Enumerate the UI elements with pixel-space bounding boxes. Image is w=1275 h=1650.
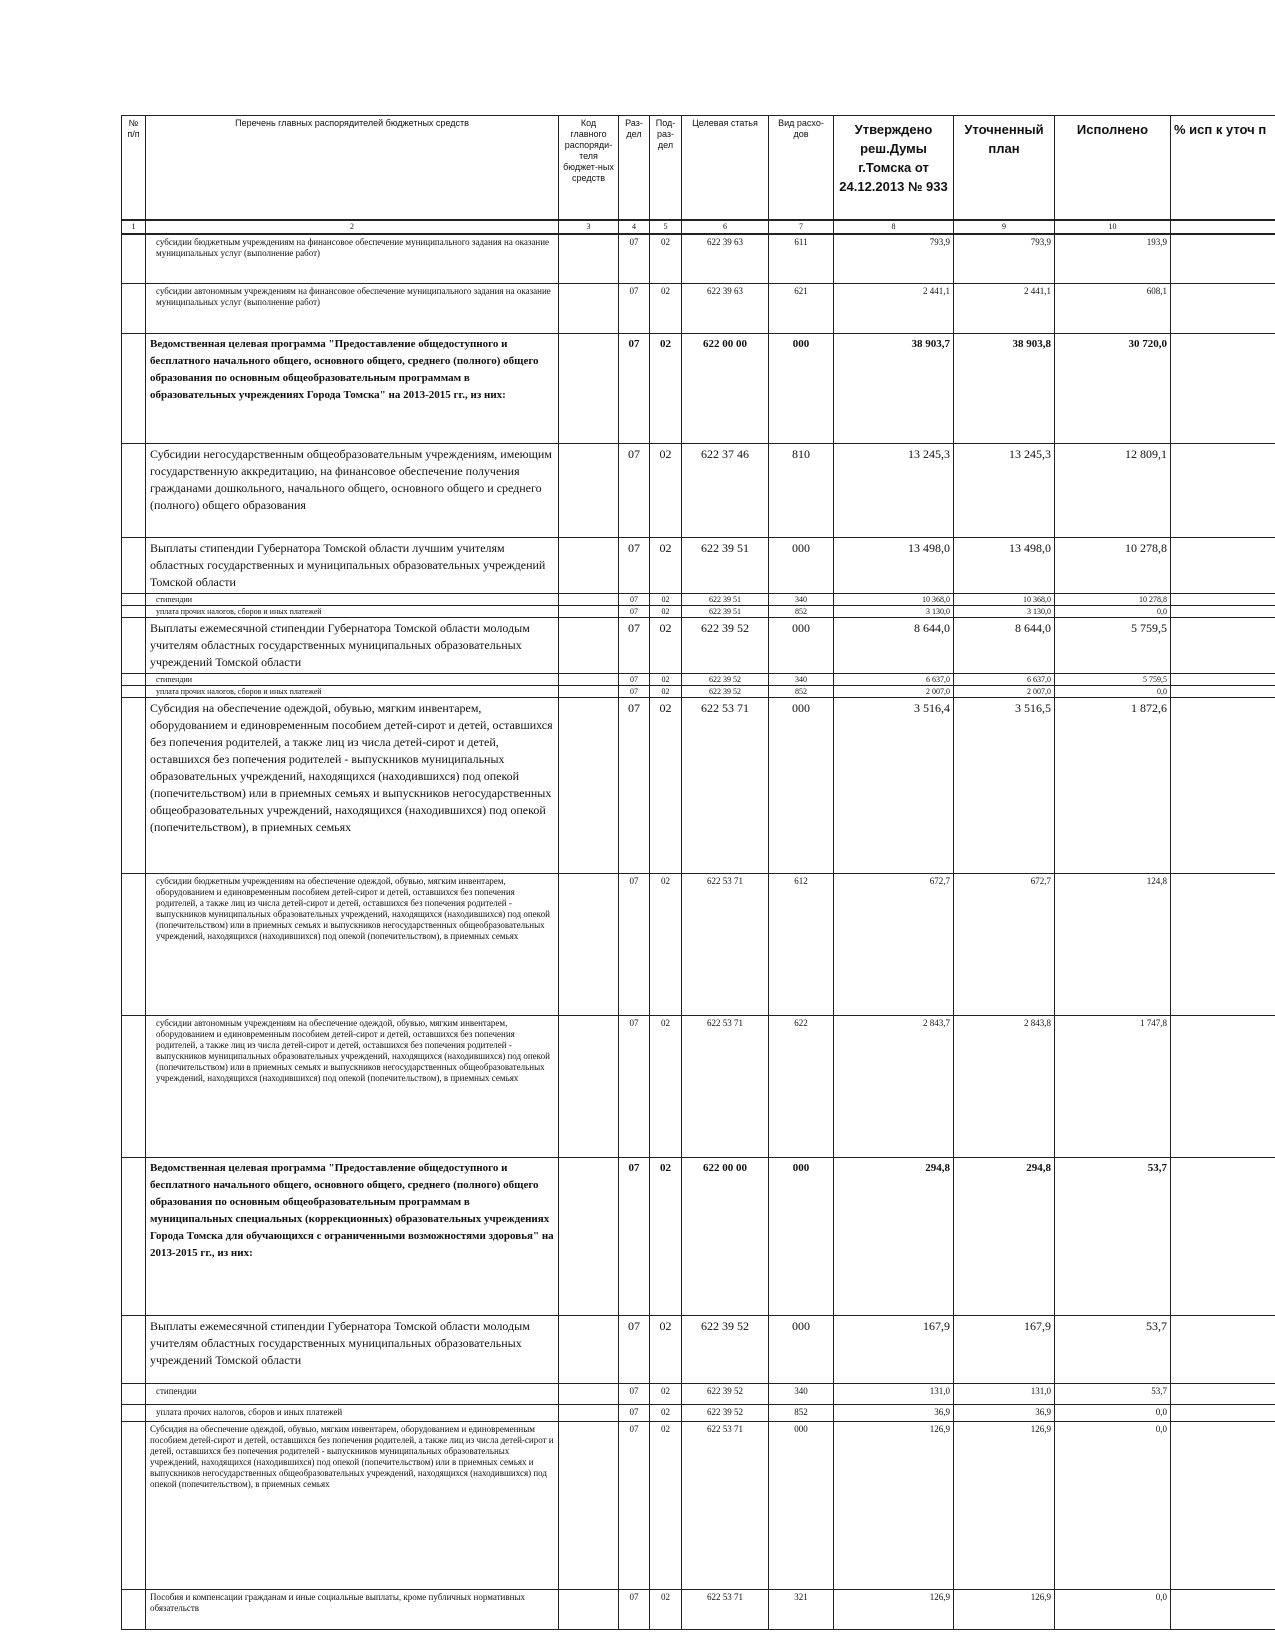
row-code-cell [559, 698, 619, 874]
row-percent-cell [1171, 334, 1275, 444]
row-percent-cell [1171, 1405, 1275, 1422]
row-section-cell: 07 [619, 606, 650, 618]
row-no-cell [122, 1158, 146, 1316]
table-row [122, 1384, 1275, 1405]
row-executed-cell: 608,1 [1055, 284, 1171, 334]
row-executed-cell: 0,0 [1055, 686, 1171, 698]
row-code-cell [559, 606, 619, 618]
row-target-cell: 622 00 00 [682, 1158, 769, 1316]
row-target-cell: 622 00 00 [682, 334, 769, 444]
row-plan-cell: 3 516,5 [954, 698, 1055, 874]
row-percent-cell [1171, 1422, 1275, 1590]
row-exptype-cell: 000 [769, 1158, 834, 1316]
row-percent-cell [1171, 618, 1275, 674]
row-section-cell: 07 [619, 1590, 650, 1630]
row-subsection-cell: 02 [650, 686, 682, 698]
row-approved-cell: 167,9 [834, 1316, 954, 1384]
row-subsection-cell: 02 [650, 1158, 682, 1316]
row-percent-cell [1171, 1016, 1275, 1158]
row-no-cell [122, 686, 146, 698]
row-percent-cell [1171, 1384, 1275, 1405]
row-approved-cell: 131,0 [834, 1384, 954, 1405]
row-section-cell: 07 [619, 444, 650, 538]
row-plan-cell: 294,8 [954, 1158, 1055, 1316]
header-section: Раз-дел [619, 116, 650, 220]
colnum: 10 [1055, 220, 1171, 234]
row-target-cell: 622 53 71 [682, 1016, 769, 1158]
row-code-cell [559, 334, 619, 444]
colnum: 9 [954, 220, 1055, 234]
row-code-cell [559, 1384, 619, 1405]
budget-report-page [121, 115, 1275, 1630]
row-code-cell [559, 1158, 619, 1316]
row-target-cell: 622 53 71 [682, 698, 769, 874]
row-section-cell: 07 [619, 594, 650, 606]
row-approved-cell: 3 130,0 [834, 606, 954, 618]
row-code-cell [559, 674, 619, 686]
row-section-cell: 07 [619, 284, 650, 334]
row-plan-cell: 13 245,3 [954, 444, 1055, 538]
row-executed-cell: 0,0 [1055, 1422, 1171, 1590]
table-row [122, 334, 1275, 444]
table-row [122, 618, 1275, 674]
row-executed-cell: 53,7 [1055, 1316, 1171, 1384]
row-approved-cell: 126,9 [834, 1422, 954, 1590]
row-code-cell [559, 618, 619, 674]
table-row [122, 1422, 1275, 1590]
row-exptype-cell: 000 [769, 1422, 834, 1590]
row-subsection-cell: 02 [650, 698, 682, 874]
table-row [122, 606, 1275, 618]
row-no-cell [122, 234, 146, 284]
row-subsection-cell: 02 [650, 618, 682, 674]
row-no-cell [122, 874, 146, 1016]
row-exptype-cell: 340 [769, 1384, 834, 1405]
row-target-cell: 622 39 63 [682, 284, 769, 334]
row-percent-cell [1171, 674, 1275, 686]
row-plan-cell: 126,9 [954, 1590, 1055, 1630]
row-no-cell [122, 618, 146, 674]
row-section-cell: 07 [619, 1405, 650, 1422]
row-plan-cell: 2 007,0 [954, 686, 1055, 698]
row-subsection-cell: 02 [650, 538, 682, 594]
row-executed-cell: 53,7 [1055, 1158, 1171, 1316]
column-number-row [122, 220, 1275, 234]
row-exptype-cell: 810 [769, 444, 834, 538]
row-executed-cell: 10 278,8 [1055, 538, 1171, 594]
row-approved-cell: 13 245,3 [834, 444, 954, 538]
row-exptype-cell: 000 [769, 1316, 834, 1384]
table-row [122, 1405, 1275, 1422]
row-code-cell [559, 1016, 619, 1158]
row-target-cell: 622 39 52 [682, 674, 769, 686]
row-name-cell: Выплаты ежемесячной стипендии Губернатора Томской области молодым учителям областных государственных муниципальных образовательных учреждений Томской области [146, 618, 559, 674]
row-approved-cell: 672,7 [834, 874, 954, 1016]
row-executed-cell: 30 720,0 [1055, 334, 1171, 444]
row-exptype-cell: 000 [769, 538, 834, 594]
header-target: Целевая статья [682, 116, 769, 220]
row-plan-cell: 38 903,8 [954, 334, 1055, 444]
colnum: 8 [834, 220, 954, 234]
row-percent-cell [1171, 444, 1275, 538]
row-percent-cell [1171, 1158, 1275, 1316]
row-subsection-cell: 02 [650, 1405, 682, 1422]
budget-table [121, 115, 1275, 1630]
row-approved-cell: 3 516,4 [834, 698, 954, 874]
row-target-cell: 622 39 51 [682, 538, 769, 594]
row-approved-cell: 294,8 [834, 1158, 954, 1316]
row-code-cell [559, 284, 619, 334]
colnum: 7 [769, 220, 834, 234]
row-name-cell: стипендии [146, 674, 559, 686]
row-plan-cell: 2 441,1 [954, 284, 1055, 334]
row-executed-cell: 53,7 [1055, 1384, 1171, 1405]
row-executed-cell: 5 759,5 [1055, 618, 1171, 674]
table-row [122, 234, 1275, 284]
colnum: 6 [682, 220, 769, 234]
row-plan-cell: 3 130,0 [954, 606, 1055, 618]
row-percent-cell [1171, 538, 1275, 594]
row-section-cell: 07 [619, 1316, 650, 1384]
row-name-cell: Выплаты стипендии Губернатора Томской области лучшим учителям областных государственных и муниципальных образовательных учреждений Томской области [146, 538, 559, 594]
row-code-cell [559, 1405, 619, 1422]
row-target-cell: 622 39 52 [682, 686, 769, 698]
row-no-cell [122, 606, 146, 618]
row-no-cell [122, 538, 146, 594]
colnum: 1 [122, 220, 146, 234]
header-code: Код главного распоряди-теля бюджет-ных средств [559, 116, 619, 220]
row-approved-cell: 38 903,7 [834, 334, 954, 444]
row-subsection-cell: 02 [650, 284, 682, 334]
row-approved-cell: 126,9 [834, 1590, 954, 1630]
row-plan-cell: 131,0 [954, 1384, 1055, 1405]
row-subsection-cell: 02 [650, 1422, 682, 1590]
table-row [122, 1316, 1275, 1384]
row-target-cell: 622 53 71 [682, 1590, 769, 1630]
colnum: 4 [619, 220, 650, 234]
row-plan-cell: 10 368,0 [954, 594, 1055, 606]
row-section-cell: 07 [619, 1384, 650, 1405]
row-code-cell [559, 874, 619, 1016]
row-approved-cell: 2 007,0 [834, 686, 954, 698]
row-exptype-cell: 000 [769, 618, 834, 674]
row-code-cell [559, 1422, 619, 1590]
row-exptype-cell: 000 [769, 698, 834, 874]
row-executed-cell: 10 278,8 [1055, 594, 1171, 606]
row-name-cell: Субсидия на обеспечение одеждой, обувью, мягким инвентарем, оборудованием и единовременным пособием детей-сирот и детей, оставшихся без попечения родителей, а также лиц из числа детей-сирот и детей, оставшихся без попечения родителей - выпускников муниципальных образовательных учреждений, находящихся (находившихся) под опекой (попечительством) или в приемных семьях и выпускников негосударственных общеобразовательных учреждений, находящихся (находившихся) под опекой (попечительством), в приемных семьях [146, 1422, 559, 1590]
table-row [122, 1590, 1275, 1630]
colnum [1171, 220, 1275, 234]
row-target-cell: 622 39 51 [682, 594, 769, 606]
row-name-cell: Выплаты ежемесячной стипендии Губернатора Томской области молодым учителям областных государственных муниципальных образовательных учреждений Томской области [146, 1316, 559, 1384]
row-section-cell: 07 [619, 1422, 650, 1590]
table-row [122, 686, 1275, 698]
row-plan-cell: 36,9 [954, 1405, 1055, 1422]
row-percent-cell [1171, 284, 1275, 334]
row-percent-cell [1171, 606, 1275, 618]
row-subsection-cell: 02 [650, 674, 682, 686]
row-no-cell [122, 444, 146, 538]
header-executed: Исполнено [1055, 116, 1171, 220]
row-exptype-cell: 852 [769, 606, 834, 618]
row-executed-cell: 0,0 [1055, 1590, 1171, 1630]
row-name-cell: Пособия и компенсации гражданам и иные социальные выплаты, кроме публичных нормативных обязательств [146, 1590, 559, 1630]
row-plan-cell: 13 498,0 [954, 538, 1055, 594]
table-row [122, 444, 1275, 538]
row-section-cell: 07 [619, 874, 650, 1016]
table-row [122, 594, 1275, 606]
row-executed-cell: 0,0 [1055, 1405, 1171, 1422]
row-name-cell: стипендии [146, 1384, 559, 1405]
row-section-cell: 07 [619, 686, 650, 698]
row-approved-cell: 2 843,7 [834, 1016, 954, 1158]
row-executed-cell: 1 747,8 [1055, 1016, 1171, 1158]
row-percent-cell [1171, 698, 1275, 874]
table-row [122, 284, 1275, 334]
row-section-cell: 07 [619, 334, 650, 444]
row-section-cell: 07 [619, 1158, 650, 1316]
row-section-cell: 07 [619, 538, 650, 594]
row-subsection-cell: 02 [650, 334, 682, 444]
row-no-cell [122, 1405, 146, 1422]
row-code-cell [559, 594, 619, 606]
row-approved-cell: 6 637,0 [834, 674, 954, 686]
row-name-cell: Субсидия на обеспечение одеждой, обувью, мягким инвентарем, оборудованием и единовременным пособием детей-сирот и детей, оставшихся без попечения родителей, а также лиц из числа детей-сирот и детей, оставшихся без попечения родителей - выпускников муниципальных образовательных учреждений, находящихся (находившихся) под опекой (попечительством) или в приемных семьях и выпускников негосударственных общеобразовательных учреждений, находящихся (находившихся) под опекой (попечительством), в приемных семьях [146, 698, 559, 874]
row-no-cell [122, 698, 146, 874]
row-section-cell: 07 [619, 234, 650, 284]
row-name-cell: уплата прочих налогов, сборов и иных платежей [146, 606, 559, 618]
row-executed-cell: 193,9 [1055, 234, 1171, 284]
table-row [122, 538, 1275, 594]
row-approved-cell: 13 498,0 [834, 538, 954, 594]
table-row [122, 674, 1275, 686]
row-executed-cell: 12 809,1 [1055, 444, 1171, 538]
row-exptype-cell: 621 [769, 284, 834, 334]
row-name-cell: субсидии автономным учреждениям на финансовое обеспечение муниципального задания на оказание муниципальных услуг (выполнение работ) [146, 284, 559, 334]
row-exptype-cell: 340 [769, 674, 834, 686]
row-target-cell: 622 53 71 [682, 874, 769, 1016]
row-exptype-cell: 622 [769, 1016, 834, 1158]
row-no-cell [122, 1016, 146, 1158]
row-code-cell [559, 444, 619, 538]
row-name-cell: Субсидии негосударственным общеобразовательным учреждениям, имеющим государственную аккредитацию, на финансовое обеспечение получения гражданами дошкольного, начального общего, основного общего и среднего (полного) общего образования [146, 444, 559, 538]
row-plan-cell: 672,7 [954, 874, 1055, 1016]
row-no-cell [122, 1422, 146, 1590]
row-section-cell: 07 [619, 698, 650, 874]
row-approved-cell: 793,9 [834, 234, 954, 284]
row-target-cell: 622 39 52 [682, 618, 769, 674]
row-target-cell: 622 39 63 [682, 234, 769, 284]
row-approved-cell: 36,9 [834, 1405, 954, 1422]
row-plan-cell: 126,9 [954, 1422, 1055, 1590]
row-exptype-cell: 852 [769, 686, 834, 698]
colnum: 5 [650, 220, 682, 234]
row-no-cell [122, 1590, 146, 1630]
row-plan-cell: 167,9 [954, 1316, 1055, 1384]
row-name-cell: субсидии автономным учреждениям на обеспечение одеждой, обувью, мягким инвентарем, оборудованием и единовременным пособием детей-сирот и детей, оставшихся без попечения родителей, а также лиц из числа детей-сирот и детей, оставшихся без попечения родителей - выпускников муниципальных образовательных учреждений, находящихся (находившихся) под опекой (попечительством) или в приемных семьях и выпускников негосударственных общеобразовательных учреждений, находящихся (находившихся) под опекой (попечительством), в приемных семьях [146, 1016, 559, 1158]
row-exptype-cell: 340 [769, 594, 834, 606]
row-name-cell: Ведомственная целевая программа "Предоставление общедоступного и бесплатного начального общего, основного общего, среднего (полного) общего образования по основным общеобразовательным программам в муниципальных специальных (коррекционных) образовательных учреждениях Города Томска для обучающихся с ограниченными возможностями здоровья" на 2013-2015 гг., из них: [146, 1158, 559, 1316]
row-exptype-cell: 852 [769, 1405, 834, 1422]
header-no: № п/п [122, 116, 146, 220]
row-exptype-cell: 321 [769, 1590, 834, 1630]
row-executed-cell: 1 872,6 [1055, 698, 1171, 874]
row-subsection-cell: 02 [650, 234, 682, 284]
colnum: 3 [559, 220, 619, 234]
row-executed-cell: 124,8 [1055, 874, 1171, 1016]
header-name: Перечень главных распорядителей бюджетных средств [146, 116, 559, 220]
row-subsection-cell: 02 [650, 874, 682, 1016]
table-row [122, 698, 1275, 874]
table-header-row [122, 116, 1275, 220]
row-no-cell [122, 1384, 146, 1405]
row-approved-cell: 8 644,0 [834, 618, 954, 674]
row-subsection-cell: 02 [650, 606, 682, 618]
header-exptype: Вид расхо-дов [769, 116, 834, 220]
row-name-cell: субсидии бюджетным учреждениям на обеспечение одеждой, обувью, мягким инвентарем, оборудованием и единовременным пособием детей-сирот и детей, оставшихся без попечения родителей, а также лиц из числа детей-сирот и детей, оставшихся без попечения родителей - выпускников муниципальных образовательных учреждений, находящихся (находившихся) под опекой (попечительством) или в приемных семьях и выпускников негосударственных общеобразовательных учреждений, находящихся (находившихся) под опекой (попечительством), в приемных семьях [146, 874, 559, 1016]
row-no-cell [122, 284, 146, 334]
row-no-cell [122, 334, 146, 444]
row-code-cell [559, 686, 619, 698]
row-section-cell: 07 [619, 618, 650, 674]
row-section-cell: 07 [619, 674, 650, 686]
row-target-cell: 622 37 46 [682, 444, 769, 538]
header-approved: Утверждено реш.Думы г.Томска от 24.12.2013 № 933 [834, 116, 954, 220]
row-target-cell: 622 39 52 [682, 1405, 769, 1422]
row-name-cell: уплата прочих налогов, сборов и иных платежей [146, 1405, 559, 1422]
row-name-cell: Ведомственная целевая программа "Предоставление общедоступного и бесплатного начального общего, основного общего, среднего (полного) общего образования по основным общеобразовательным программам в образовательных учреждениях Города Томска" на 2013-2015 гг., из них: [146, 334, 559, 444]
table-row [122, 874, 1275, 1016]
row-target-cell: 622 53 71 [682, 1422, 769, 1590]
row-executed-cell: 0,0 [1055, 606, 1171, 618]
row-percent-cell [1171, 686, 1275, 698]
row-exptype-cell: 000 [769, 334, 834, 444]
row-plan-cell: 2 843,8 [954, 1016, 1055, 1158]
row-no-cell [122, 594, 146, 606]
row-subsection-cell: 02 [650, 1590, 682, 1630]
header-percent: % исп к уточ п [1171, 116, 1275, 220]
row-name-cell: субсидии бюджетным учреждениям на финансовое обеспечение муниципального задания на оказание муниципальных услуг (выполнение работ) [146, 234, 559, 284]
row-approved-cell: 2 441,1 [834, 284, 954, 334]
row-target-cell: 622 39 51 [682, 606, 769, 618]
row-name-cell: стипендии [146, 594, 559, 606]
row-subsection-cell: 02 [650, 594, 682, 606]
row-exptype-cell: 611 [769, 234, 834, 284]
row-code-cell [559, 1590, 619, 1630]
row-percent-cell [1171, 1316, 1275, 1384]
table-row [122, 1158, 1275, 1316]
row-no-cell [122, 674, 146, 686]
header-subsection: Под-раз-дел [650, 116, 682, 220]
table-row [122, 1016, 1275, 1158]
row-target-cell: 622 39 52 [682, 1316, 769, 1384]
row-name-cell: уплата прочих налогов, сборов и иных платежей [146, 686, 559, 698]
row-plan-cell: 6 637,0 [954, 674, 1055, 686]
header-plan: Уточненный план [954, 116, 1055, 220]
row-subsection-cell: 02 [650, 1016, 682, 1158]
row-approved-cell: 10 368,0 [834, 594, 954, 606]
row-plan-cell: 793,9 [954, 234, 1055, 284]
row-subsection-cell: 02 [650, 444, 682, 538]
row-exptype-cell: 612 [769, 874, 834, 1016]
row-code-cell [559, 234, 619, 284]
row-code-cell [559, 1316, 619, 1384]
row-plan-cell: 8 644,0 [954, 618, 1055, 674]
colnum: 2 [146, 220, 559, 234]
row-no-cell [122, 1316, 146, 1384]
row-percent-cell [1171, 234, 1275, 284]
row-percent-cell [1171, 874, 1275, 1016]
row-subsection-cell: 02 [650, 1384, 682, 1405]
row-subsection-cell: 02 [650, 1316, 682, 1384]
row-section-cell: 07 [619, 1016, 650, 1158]
row-code-cell [559, 538, 619, 594]
row-percent-cell [1171, 594, 1275, 606]
row-percent-cell [1171, 1590, 1275, 1630]
row-target-cell: 622 39 52 [682, 1384, 769, 1405]
row-executed-cell: 5 759,5 [1055, 674, 1171, 686]
